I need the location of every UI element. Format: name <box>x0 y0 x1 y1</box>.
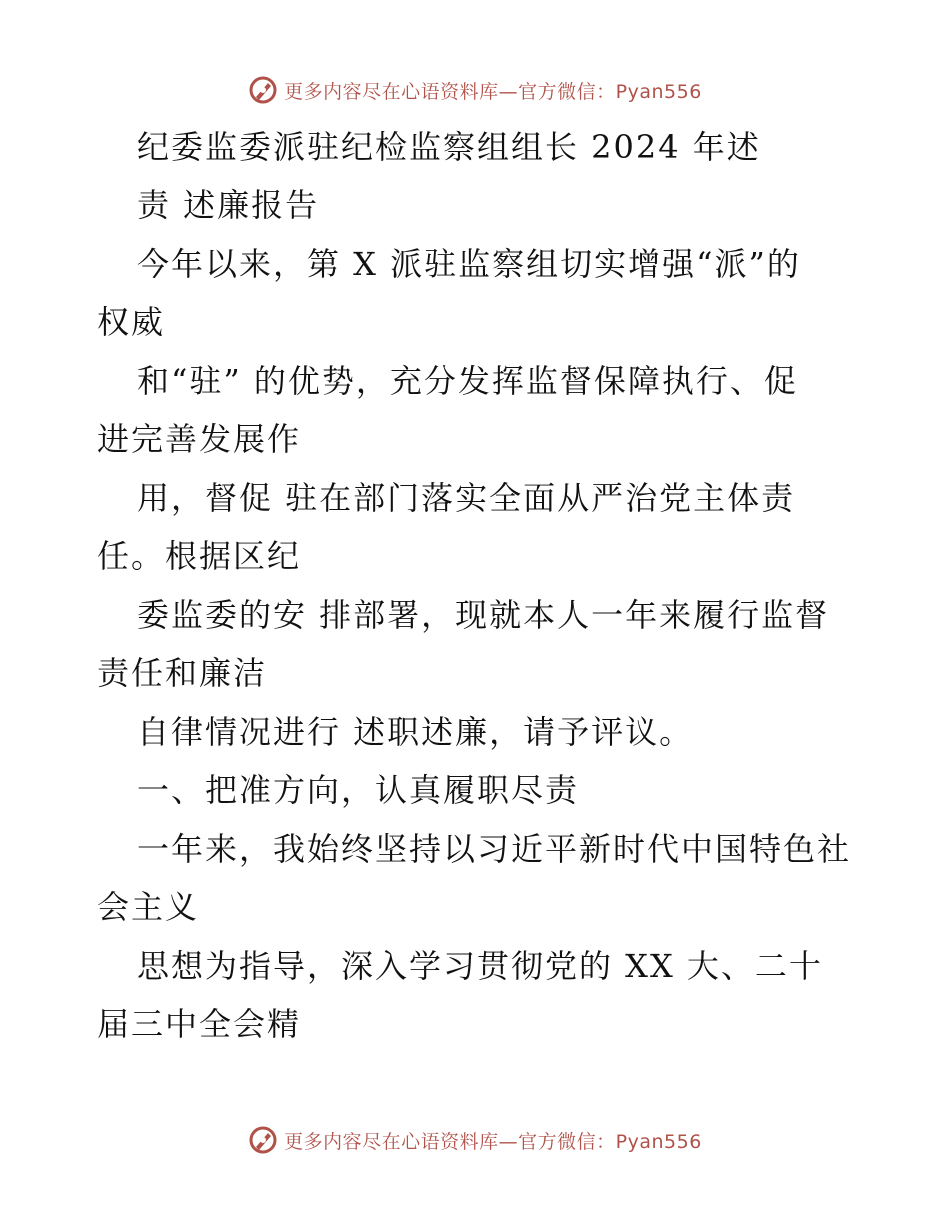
paragraph-line: 一年来，我始终坚持以习近平新时代中国特色社 <box>137 830 852 868</box>
paragraph-line: 自律情况进行 述职述廉，请予评议。 <box>137 713 694 751</box>
pen-seal-icon <box>248 1125 278 1155</box>
paragraph-line: 用，督促 驻在部门落实全面从严治党主体责 <box>137 479 796 517</box>
title-line-2: 责 述廉报告 <box>137 186 320 224</box>
paragraph-line: 委监委的安 排部署，现就本人一年来履行监督 <box>137 596 830 634</box>
paragraph-line: 会主义 <box>97 888 200 926</box>
paragraph-line: 届三中全会精 <box>97 1005 302 1043</box>
paragraph-line: 今年以来，第 X 派驻监察组切实增强“派”的 <box>137 245 801 283</box>
paragraph-line: 和“驻” 的优势，充分发挥监督保障执行、促 <box>137 362 798 400</box>
watermark-text: 更多内容尽在心语资料库—官方微信：Pyan556 <box>284 80 702 103</box>
paragraph-line: 思想为指导，深入学习贯彻党的 XX 大、二十 <box>137 947 823 985</box>
paragraph-line: 权威 <box>97 303 166 341</box>
title-line-1: 纪委监委派驻纪检监察组组长 2024 年述 <box>137 128 761 166</box>
paragraph-line: 责任和廉洁 <box>97 654 268 692</box>
paragraph-line: 进完善发展作 <box>97 420 302 458</box>
section-heading: 一、把准方向，认真履职尽责 <box>137 771 580 809</box>
watermark-text: 更多内容尽在心语资料库—官方微信：Pyan556 <box>284 1130 702 1153</box>
footer-watermark <box>0 1122 950 1158</box>
paragraph-line: 任。根据区纪 <box>97 537 302 575</box>
